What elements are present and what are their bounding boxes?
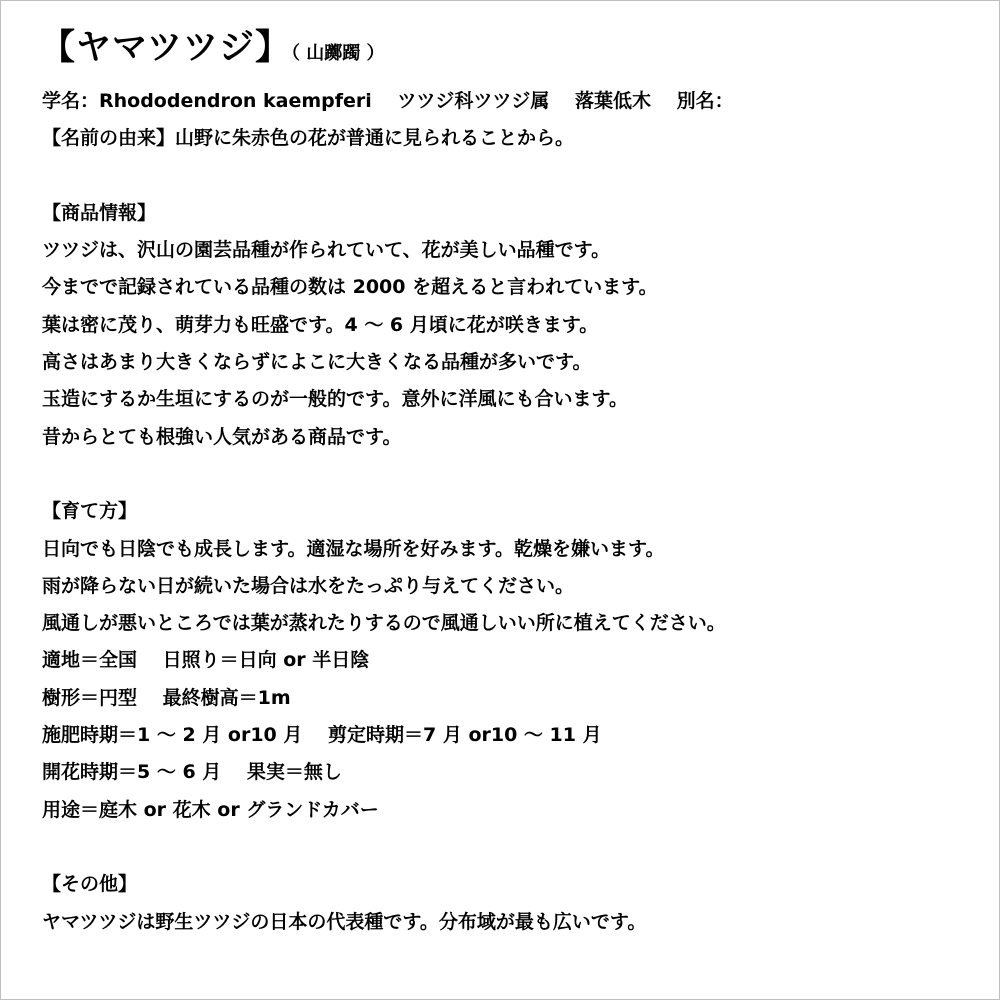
care-line: 雨が降らない日が続いた場合は水をたっぷり与えてください。 xyxy=(42,574,575,597)
product-info-line: 葉は密に茂り、萌芽力も旺盛です。4 ～ 6 月頃に花が咲きます。 xyxy=(42,313,599,336)
care-spec-line: 樹形＝円型 最終樹高＝1m xyxy=(42,686,291,709)
title-row xyxy=(40,20,385,70)
spacer xyxy=(42,158,972,195)
care-heading: 【育て方】 xyxy=(42,500,138,523)
care-spec-line: 用途＝庭木 or 花木 or グランドカバー xyxy=(42,798,379,821)
care-line: 日向でも日陰でも成長します。適湿な場所を好みます。乾燥を嫌います。 xyxy=(42,537,665,560)
care-line: 風通しが悪いところでは葉が蒸れたりするので風通しいい所に植えてください。 xyxy=(42,612,726,635)
product-info-line: 高さはあまり大きくならずによこに大きくなる品種が多いです。 xyxy=(42,351,592,374)
product-info-line: ツツジは、沢山の園芸品種が作られていて、花が美しい品種です。 xyxy=(42,239,611,262)
product-info-line: 玉造にするか生垣にするのが一般的です。意外に洋風にも合います。 xyxy=(42,388,628,411)
page-title: 【ヤマツツジ】 xyxy=(40,28,291,68)
spacer xyxy=(42,829,972,866)
name-origin-line: 【名前の由来】山野に朱赤色の花が普通に見られることから。 xyxy=(42,127,575,150)
scientific-name-line: 学名：Rhododendron kaempferi ツツジ科ツツジ属 落葉低木 別名： xyxy=(42,90,734,112)
product-info-line: 昔からとても根強い人気がある商品です。 xyxy=(42,425,402,448)
spacer xyxy=(42,456,972,493)
product-info-heading: 【商品情報】 xyxy=(42,201,157,224)
document-body xyxy=(42,83,972,941)
product-info-line: 今までで記録されている品種の数は 2000 を超えると言われています。 xyxy=(42,276,658,299)
care-spec-line: 適地＝全国 日照り＝日向 or 半日陰 xyxy=(42,649,370,672)
care-spec-line: 施肥時期＝1 ～ 2 月 or10 月 剪定時期＝7 月 or10 ～ 11 月 xyxy=(42,724,602,747)
page-title-reading: （ 山躑躅 ） xyxy=(290,43,385,64)
care-spec-line: 開花時期＝5 ～ 6 月 果実＝無し xyxy=(42,761,342,784)
other-heading: 【その他】 xyxy=(42,873,138,896)
other-line: ヤマツツジは野生ツツジの日本の代表種です。分布域が最も広いです。 xyxy=(42,910,647,933)
